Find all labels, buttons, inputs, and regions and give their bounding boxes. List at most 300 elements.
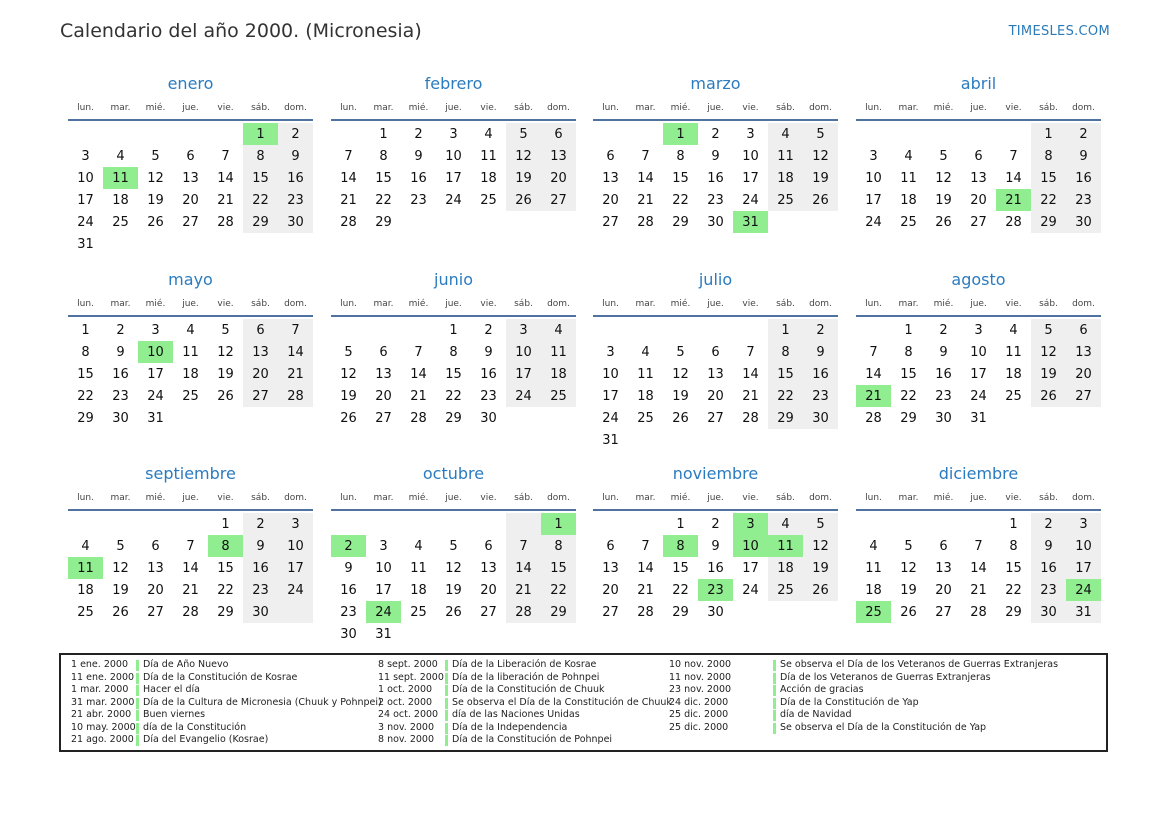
day-cell: 11 (637, 366, 654, 382)
empty-day-cell (541, 407, 576, 429)
weekend-day-cell: 12 (1031, 341, 1066, 363)
empty-day-cell (103, 513, 138, 535)
day-cell: 1 (379, 126, 388, 142)
empty-day-cell (138, 233, 173, 255)
weekday-label: mar. (898, 103, 919, 113)
legend-date: 11 nov. 2000 (669, 671, 732, 683)
day-cell: 3 (869, 148, 878, 164)
day-cell: 30 (707, 214, 724, 230)
weekend-day-cell: 6 (1066, 319, 1101, 341)
day-cell: 1 (221, 516, 230, 532)
weekday-label: sáb. (514, 493, 533, 503)
weekend-day-cell: 20 (1066, 363, 1101, 385)
day-cell: 6 (606, 148, 615, 164)
day-cell: 21 (410, 388, 427, 404)
empty-day-cell (628, 319, 663, 341)
day-cell: 4 (81, 538, 90, 554)
empty-day-cell (208, 407, 243, 429)
day-cell: 28 (970, 604, 987, 620)
day-cell: 11 (480, 148, 497, 164)
day-cell: 24 (742, 582, 759, 598)
day-cell: 4 (186, 322, 195, 338)
day-cell: 27 (935, 604, 952, 620)
day-cell: 14 (217, 170, 234, 186)
day-cell: 12 (217, 344, 234, 360)
weekend-day-cell: 24 (278, 579, 313, 601)
day-cell: 17 (742, 560, 759, 576)
day-cell: 2 (939, 322, 948, 338)
month-name: septiembre (145, 464, 236, 483)
day-grid (331, 513, 576, 645)
day-cell: 30 (112, 410, 129, 426)
day-cell: 12 (112, 560, 129, 576)
weekend-day-cell: 14 (506, 557, 541, 579)
legend-date: 24 oct. 2000 (378, 709, 439, 720)
weekday-label: sáb. (1039, 493, 1058, 503)
month-divider (68, 315, 313, 317)
empty-day-cell (173, 513, 208, 535)
page-title: Calendario del año 2000. (Micronesia) (60, 20, 422, 42)
day-cell: 24 (742, 192, 759, 208)
legend-holiday-name: Día de la Constitución de Chuuk (452, 684, 605, 695)
month-name: febrero (424, 74, 483, 93)
day-cell: 4 (414, 538, 423, 554)
weekday-header (331, 293, 576, 315)
day-cell: 18 (637, 388, 654, 404)
empty-day-cell (471, 211, 506, 233)
empty-day-cell (926, 513, 961, 535)
day-cell: 30 (707, 604, 724, 620)
weekend-day-cell: 8 (541, 535, 576, 557)
day-cell: 30 (480, 410, 497, 426)
weekday-label: jue. (707, 493, 724, 503)
weekend-day-cell: 11 (541, 341, 576, 363)
legend-date: 1 oct. 2000 (378, 684, 433, 695)
day-grid (68, 123, 313, 255)
day-cell: 5 (116, 538, 125, 554)
weekday-label: mar. (635, 299, 656, 309)
weekday-label: vie. (480, 493, 497, 503)
day-cell: 13 (707, 366, 724, 382)
legend-holiday-name: Se observa el Día de la Constitución de Yap (780, 721, 987, 733)
empty-day-cell (961, 513, 996, 535)
weekend-day-cell: 9 (278, 145, 313, 167)
day-cell: 6 (379, 344, 388, 360)
day-cell: 18 (480, 170, 497, 186)
empty-day-cell (996, 123, 1031, 145)
holiday-day-cell: 8 (208, 535, 243, 557)
legend-holiday-name: Se observa el Día de los Veteranos de Guerras Extranjeras (780, 659, 1059, 670)
month-divider (331, 509, 576, 511)
day-cell: 4 (904, 148, 913, 164)
month-name: julio (698, 270, 733, 289)
empty-day-cell (593, 123, 628, 145)
day-cell: 16 (480, 366, 497, 382)
weekend-day-cell: 27 (243, 385, 278, 407)
day-cell: 18 (1005, 366, 1022, 382)
empty-day-cell (331, 319, 366, 341)
month-divider (856, 119, 1101, 121)
empty-day-cell (856, 513, 891, 535)
month-mayo (68, 269, 313, 429)
legend-holiday-name: Día de la Constitución de Kosrae (143, 671, 298, 683)
legend-holiday-name: Día de la liberación de Pohnpei (452, 671, 600, 683)
weekend-day-cell: 10 (506, 341, 541, 363)
weekend-day-cell: 20 (243, 363, 278, 385)
weekend-day-cell: 30 (1031, 601, 1066, 623)
month-abril (856, 73, 1101, 233)
month-name: agosto (951, 270, 1006, 289)
weekend-day-cell: 23 (803, 385, 838, 407)
month-divider (856, 509, 1101, 511)
weekend-day-cell: 12 (803, 145, 838, 167)
day-cell: 29 (375, 214, 392, 230)
legend-holiday-name: Día de la Cultura de Micronesia (Chuuk y Pohnpei) (143, 696, 382, 708)
weekend-day-cell: 25 (768, 579, 803, 601)
legend-holiday-name: Día de la Constitución de Pohnpei (452, 734, 613, 745)
day-cell: 20 (602, 192, 619, 208)
empty-day-cell (733, 319, 768, 341)
holiday-day-cell: 11 (768, 535, 803, 557)
weekend-day-cell: 29 (1031, 211, 1066, 233)
weekend-day-cell: 25 (768, 189, 803, 211)
weekday-label: mié. (933, 103, 954, 113)
empty-day-cell (733, 429, 768, 451)
weekend-day-cell: 29 (541, 601, 576, 623)
day-cell: 7 (221, 148, 230, 164)
weekday-header (593, 293, 838, 315)
legend-date: 8 nov. 2000 (378, 734, 434, 745)
empty-day-cell (506, 513, 541, 535)
day-cell: 28 (742, 410, 759, 426)
weekend-day-cell: 2 (243, 513, 278, 535)
day-cell: 15 (77, 366, 94, 382)
day-cell: 27 (375, 410, 392, 426)
weekday-header (331, 97, 576, 119)
day-grid (593, 123, 838, 233)
weekend-day-cell: 3 (278, 513, 313, 535)
day-cell: 8 (379, 148, 388, 164)
legend-holiday-name: Día de la Liberación de Kosrae (452, 659, 597, 670)
legend-color-bar (136, 685, 139, 696)
empty-day-cell (173, 233, 208, 255)
holiday-day-cell: 1 (541, 513, 576, 535)
weekday-label: mié. (933, 299, 954, 309)
weekend-day-cell: 19 (803, 557, 838, 579)
empty-day-cell (436, 211, 471, 233)
weekend-day-cell: 7 (506, 535, 541, 557)
legend-date: 8 sept. 2000 (378, 659, 438, 670)
empty-day-cell (331, 123, 366, 145)
day-cell: 13 (147, 560, 164, 576)
day-cell: 12 (935, 170, 952, 186)
day-cell: 9 (484, 344, 493, 360)
empty-day-cell (138, 123, 173, 145)
day-cell: 23 (935, 388, 952, 404)
weekend-day-cell: 15 (243, 167, 278, 189)
empty-day-cell (138, 513, 173, 535)
weekend-day-cell: 15 (541, 557, 576, 579)
month-divider (331, 119, 576, 121)
weekday-label: sáb. (776, 493, 795, 503)
empty-day-cell (68, 513, 103, 535)
weekday-label: mar. (110, 493, 131, 503)
empty-day-cell (803, 211, 838, 233)
day-cell: 3 (449, 126, 458, 142)
day-cell: 4 (869, 538, 878, 554)
day-cell: 12 (445, 560, 462, 576)
weekend-day-cell: 8 (243, 145, 278, 167)
day-cell: 7 (186, 538, 195, 554)
brand-link[interactable]: TIMESLES.COM (1008, 24, 1110, 39)
day-cell: 16 (112, 366, 129, 382)
weekend-day-cell: 15 (1031, 167, 1066, 189)
empty-day-cell (278, 601, 313, 623)
legend-date: 10 may. 2000 (71, 721, 136, 733)
day-cell: 29 (217, 604, 234, 620)
legend-color-bar (445, 685, 448, 696)
day-cell: 6 (974, 148, 983, 164)
month-divider (593, 315, 838, 317)
day-cell: 27 (707, 410, 724, 426)
day-cell: 3 (81, 148, 90, 164)
legend-date: 31 mar. 2000 (71, 696, 135, 708)
day-cell: 26 (217, 388, 234, 404)
day-cell: 17 (602, 388, 619, 404)
day-cell: 7 (1009, 148, 1018, 164)
day-cell: 19 (900, 582, 917, 598)
weekend-day-cell: 21 (506, 579, 541, 601)
weekend-day-cell: 23 (243, 579, 278, 601)
weekday-label: jue. (445, 493, 462, 503)
day-cell: 13 (602, 170, 619, 186)
empty-day-cell (628, 123, 663, 145)
weekend-day-cell: 2 (1066, 123, 1101, 145)
weekday-label: sáb. (776, 103, 795, 113)
day-cell: 20 (707, 388, 724, 404)
empty-day-cell (926, 123, 961, 145)
weekend-day-cell: 13 (243, 341, 278, 363)
weekday-label: mar. (373, 299, 394, 309)
weekend-day-cell: 5 (803, 123, 838, 145)
weekday-label: sáb. (251, 299, 270, 309)
empty-day-cell (103, 233, 138, 255)
month-octubre (331, 463, 576, 645)
weekend-day-cell: 1 (768, 319, 803, 341)
day-cell: 7 (869, 344, 878, 360)
weekday-label: sáb. (1039, 103, 1058, 113)
legend-holiday-name: día de la Constitución (143, 721, 247, 733)
month-enero (68, 73, 313, 255)
weekend-day-cell: 15 (768, 363, 803, 385)
day-grid (593, 319, 838, 451)
day-cell: 26 (147, 214, 164, 230)
day-cell: 6 (711, 344, 720, 360)
weekday-label: mié. (933, 493, 954, 503)
weekend-day-cell: 26 (803, 579, 838, 601)
weekend-day-cell: 28 (278, 385, 313, 407)
weekday-label: vie. (742, 299, 759, 309)
day-cell: 1 (81, 322, 90, 338)
day-cell: 31 (77, 236, 94, 252)
day-cell: 6 (186, 148, 195, 164)
legend-holiday-name: Se observa el Día de la Constitución de Chuuk (452, 696, 672, 708)
empty-day-cell (331, 513, 366, 535)
day-cell: 1 (676, 516, 685, 532)
day-cell: 1 (449, 322, 458, 338)
weekend-day-cell: 18 (541, 363, 576, 385)
day-cell: 22 (900, 388, 917, 404)
weekday-label: jue. (970, 299, 987, 309)
weekend-day-cell: 9 (1031, 535, 1066, 557)
weekend-day-cell: 23 (278, 189, 313, 211)
legend-color-bar (773, 685, 776, 696)
day-cell: 25 (637, 410, 654, 426)
day-cell: 29 (900, 410, 917, 426)
month-diciembre (856, 463, 1101, 623)
legend-date: 11 sept. 2000 (378, 671, 444, 683)
weekend-day-cell: 7 (278, 319, 313, 341)
day-cell: 15 (672, 170, 689, 186)
weekend-day-cell: 22 (243, 189, 278, 211)
day-cell: 16 (707, 170, 724, 186)
empty-day-cell (541, 211, 576, 233)
weekend-day-cell: 16 (1066, 167, 1101, 189)
day-cell: 7 (746, 344, 755, 360)
weekend-day-cell: 5 (506, 123, 541, 145)
day-cell: 24 (445, 192, 462, 208)
day-cell: 10 (602, 366, 619, 382)
legend-holiday-name: Día del Evangelio (Kosrae) (143, 734, 269, 745)
day-cell: 4 (1009, 322, 1018, 338)
weekend-day-cell: 27 (541, 189, 576, 211)
empty-day-cell (436, 513, 471, 535)
day-cell: 25 (410, 604, 427, 620)
weekend-day-cell: 6 (541, 123, 576, 145)
weekend-day-cell: 10 (1066, 535, 1101, 557)
day-cell: 23 (112, 388, 129, 404)
weekend-day-cell: 6 (243, 319, 278, 341)
month-divider (68, 119, 313, 121)
day-cell: 26 (445, 604, 462, 620)
weekday-label: mar. (635, 493, 656, 503)
day-cell: 2 (484, 322, 493, 338)
weekday-label: jue. (445, 103, 462, 113)
weekday-label: jue. (707, 299, 724, 309)
legend-holiday-name: día de Navidad (780, 709, 852, 720)
day-cell: 16 (707, 560, 724, 576)
day-cell: 28 (340, 214, 357, 230)
day-cell: 20 (480, 582, 497, 598)
weekday-label: mié. (145, 299, 166, 309)
day-cell: 7 (344, 148, 353, 164)
weekend-day-cell: 13 (541, 145, 576, 167)
day-cell: 14 (1005, 170, 1022, 186)
holiday-day-cell: 10 (733, 535, 768, 557)
day-cell: 21 (340, 192, 357, 208)
day-cell: 27 (182, 214, 199, 230)
empty-day-cell (698, 429, 733, 451)
weekday-label: lun. (602, 103, 619, 113)
day-cell: 6 (606, 538, 615, 554)
day-cell: 9 (414, 148, 423, 164)
weekend-day-cell: 19 (506, 167, 541, 189)
day-grid (856, 123, 1101, 233)
legend-color-bar (136, 673, 139, 684)
day-cell: 18 (77, 582, 94, 598)
holiday-day-cell: 11 (103, 167, 138, 189)
day-cell: 14 (637, 170, 654, 186)
empty-day-cell (506, 407, 541, 429)
day-cell: 26 (900, 604, 917, 620)
empty-day-cell (366, 319, 401, 341)
legend-date: 3 nov. 2000 (378, 721, 434, 733)
weekday-label: vie. (480, 103, 497, 113)
empty-day-cell (733, 601, 768, 623)
day-cell: 25 (480, 192, 497, 208)
day-cell: 2 (116, 322, 125, 338)
day-cell: 24 (970, 388, 987, 404)
day-cell: 24 (865, 214, 882, 230)
day-cell: 1 (1009, 516, 1018, 532)
day-cell: 7 (414, 344, 423, 360)
day-cell: 24 (77, 214, 94, 230)
weekday-label: mar. (635, 103, 656, 113)
weekend-day-cell: 14 (278, 341, 313, 363)
month-julio (593, 269, 838, 451)
day-cell: 6 (151, 538, 160, 554)
weekday-label: vie. (1005, 299, 1022, 309)
legend-color-bar (445, 698, 448, 709)
empty-day-cell (593, 513, 628, 535)
day-cell: 19 (672, 388, 689, 404)
day-cell: 5 (344, 344, 353, 360)
day-grid (68, 513, 313, 623)
weekend-day-cell: 13 (1066, 341, 1101, 363)
day-cell: 15 (445, 366, 462, 382)
legend-holiday-name: Acción de gracias (780, 684, 864, 695)
weekday-label: dom. (1072, 493, 1095, 503)
weekend-day-cell: 24 (506, 385, 541, 407)
legend-color-bar (136, 660, 139, 671)
day-cell: 28 (410, 410, 427, 426)
weekend-day-cell: 5 (1031, 319, 1066, 341)
month-divider (593, 509, 838, 511)
legend-color-bar (773, 673, 776, 684)
weekend-day-cell: 30 (803, 407, 838, 429)
weekend-day-cell: 18 (768, 167, 803, 189)
day-cell: 13 (375, 366, 392, 382)
month-septiembre (68, 463, 313, 623)
day-cell: 19 (112, 582, 129, 598)
day-cell: 21 (637, 192, 654, 208)
legend-holiday-name: día de las Naciones Unidas (452, 709, 580, 720)
day-cell: 8 (81, 344, 90, 360)
legend-holiday-name: Hacer el día (143, 684, 200, 695)
weekend-day-cell: 16 (278, 167, 313, 189)
day-cell: 14 (742, 366, 759, 382)
holiday-day-cell: 31 (733, 211, 768, 233)
weekend-day-cell: 23 (1031, 579, 1066, 601)
weekday-label: lun. (865, 493, 882, 503)
empty-day-cell (803, 601, 838, 623)
empty-day-cell (471, 513, 506, 535)
day-cell: 21 (970, 582, 987, 598)
day-cell: 19 (445, 582, 462, 598)
day-cell: 21 (182, 582, 199, 598)
weekday-header (68, 293, 313, 315)
day-cell: 26 (112, 604, 129, 620)
